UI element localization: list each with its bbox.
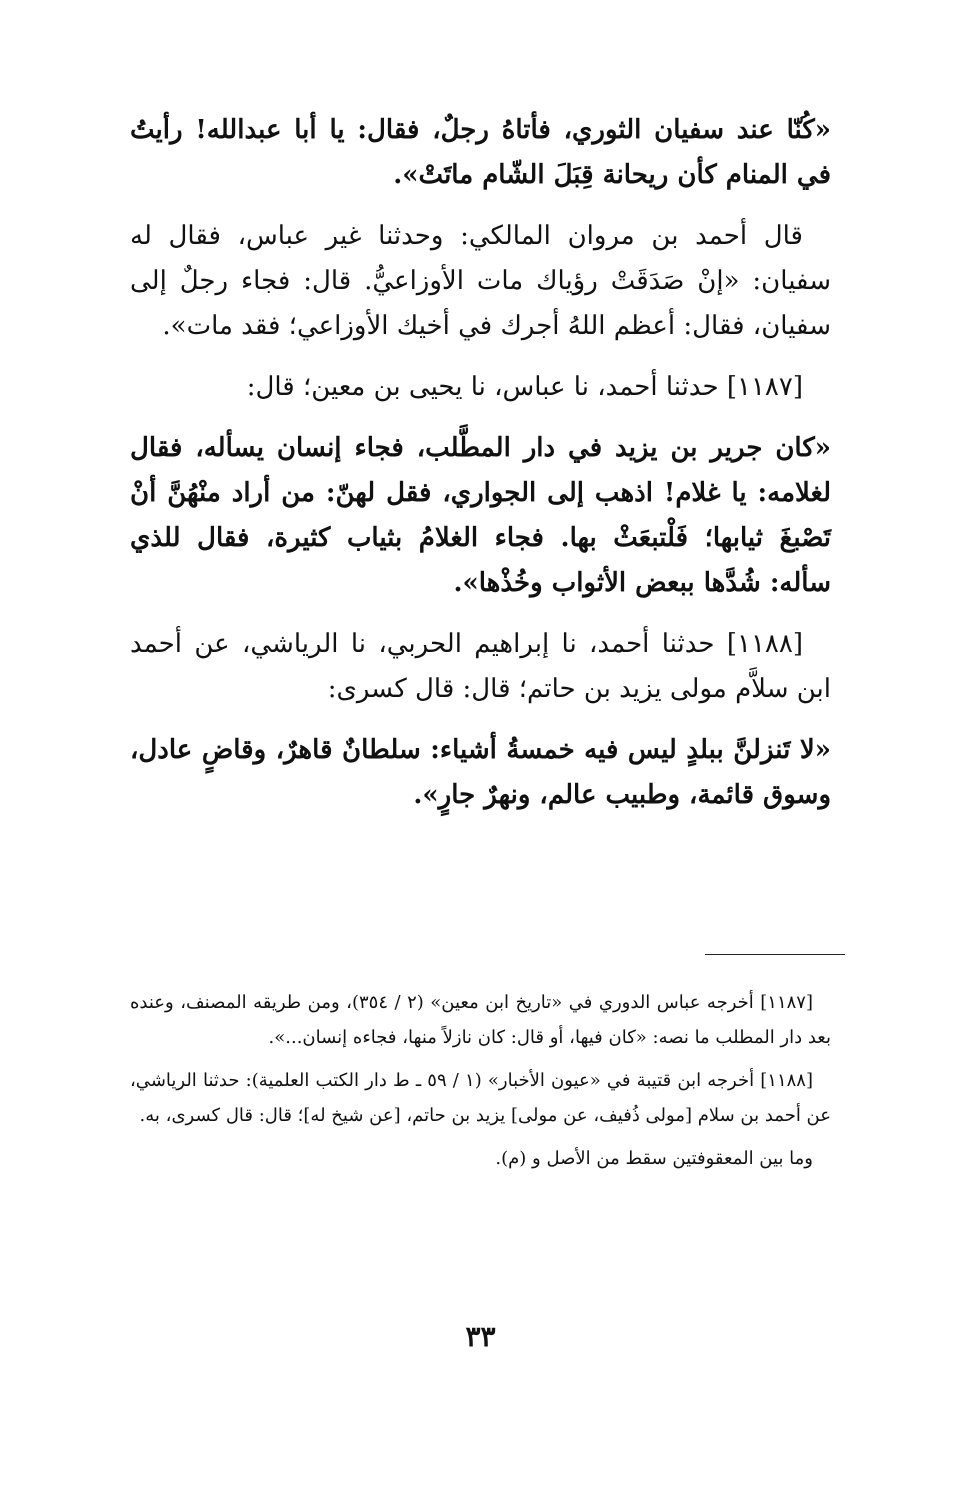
footnote-1188: [١١٨٨] أخرجه ابن قتيبة في «عيون الأخبار» (١ / ٥٩ ـ ط دار الكتب العلمية): حدثنا الرياشي، عن أحمد بن سلام [مولى ذُفيف، عن مولى] يزيد بن حاتم، [عن شيخ له]؛ قال: قال كسرى، به. [130,1070,831,1126]
paragraph-4: «كان جرير بن يزيد في دار المطَّلب، فجاء إنسان يسأله، فقال لغلامه: يا غلام! اذهب إلى الجواري، فقل لهنّ: من أراد منْهُنَّ أنْ تَصْبغَ ثيابها؛ فَلْتبعَثْ بها. فجاء الغلامُ بثياب كثيرة، فقال للذي سأله: شُدَّها ببعض الأثواب وخُذْها». [130,433,832,598]
paragraph-1: «كُنّا عند سفيان الثوري، فأتاهُ رجلٌ، فقال: يا أبا عبدالله! رأيتُ في المنام كأن ريحانة قِبَلَ الشّام ماتَتْ». [130,115,831,190]
paragraph-6: «لا تَنزلنَّ ببلدٍ ليس فيه خمسةُ أشياء: سلطانٌ قاهرٌ، وقاضٍ عادل، وسوق قائمة، وطبيب عالم، ونهرٌ جارٍ». [130,735,831,810]
paragraph-2: قال أحمد بن مروان المالكي: وحدثنا غير عباس، فقال له سفيان: «إنْ صَدَقَتْ رؤياك مات الأوزاعيُّ. قال: فجاء رجلٌ إلى سفيان، فقال: أعظم اللهُ أجرك في أخيك الأوزاعي؛ فقد مات». [130,221,831,341]
footnote-divider [705,954,845,955]
main-text [130,108,831,834]
footnote-1187: [١١٨٧] أخرجه عباس الدوري في «تاريخ ابن معين» (٢ / ٣٥٤)، ومن طريقه المصنف، وعنده بعد دار المطلب ما نصه: «كان فيها، أو قال: كان نازلاً منها، فجاءه إنسان...». [130,992,831,1048]
page-number: ٣٣ [465,1320,496,1353]
footnote-note: وما بين المعقوفتين سقط من الأصل و (م). [495,1148,813,1169]
paragraph-5: [١١٨٨] حدثنا أحمد، نا إبراهيم الحربي، نا الرياشي، عن أحمد ابن سلاَّم مولى يزيد بن حاتم؛ قال: قال كسرى: [130,629,831,704]
footnotes [130,985,831,1184]
paragraph-3: [١١٨٧] حدثنا أحمد، نا عباس، نا يحيى بن معين؛ قال: [246,372,803,402]
